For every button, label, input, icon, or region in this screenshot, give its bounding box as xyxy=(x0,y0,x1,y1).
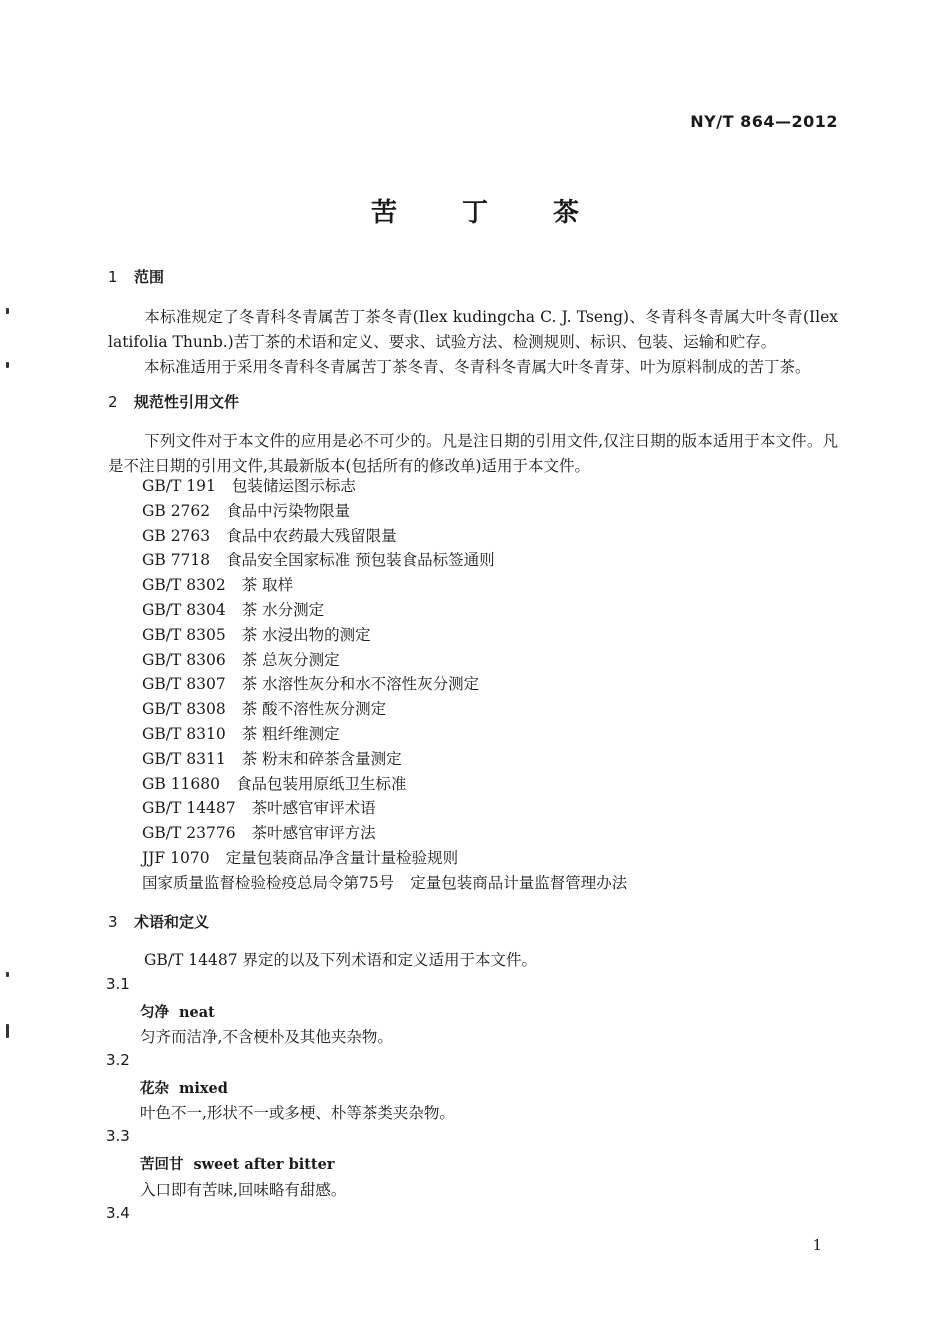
ref-code: GB/T 8302 xyxy=(142,576,226,595)
normative-intro xyxy=(108,429,838,479)
normative-intro-text: 下列文件对于本文件的应用是必不可少的。凡是注日期的引用文件,仅注日期的版本适用于本文件。凡是不注日期的引用文件,其最新版本(包括所有的修改单)适用于本文件。 xyxy=(108,432,838,475)
scan-mark xyxy=(6,308,9,314)
ref-code: GB/T 23776 xyxy=(142,824,236,843)
reference-item xyxy=(142,796,627,821)
ref-title: 定量包装商品净含量计量检验规则 xyxy=(225,848,459,867)
reference-item xyxy=(142,548,627,573)
section-3-heading xyxy=(108,911,209,932)
ref-title: 茶叶感官审评术语 xyxy=(251,799,376,818)
scope-paragraph-1 xyxy=(108,305,838,355)
scope-text-1: 本标准规定了冬青科冬青属苦丁茶冬青(Ilex kudingcha C. J. Tseng)、冬青科冬青属大叶冬青(Ilex latifolia Thunb.)苦丁茶的术语和定义、要求、试验方法、检测规则、标识、包装、运输和贮存。 xyxy=(108,308,838,351)
ref-code: 国家质量监督检验检疫总局令第75号 xyxy=(142,873,395,892)
scope-text-2: 本标准适用于采用冬青科冬青属苦丁茶冬青、冬青科冬青属大叶冬青芽、叶为原料制成的苦丁茶。 xyxy=(144,358,811,376)
ref-title: 食品包装用原纸卫生标准 xyxy=(236,774,407,793)
ref-code: GB/T 14487 xyxy=(142,799,236,818)
reference-item xyxy=(142,573,627,598)
ref-title: 茶 取样 xyxy=(241,576,294,595)
term-name xyxy=(140,1001,215,1022)
standard-code: NY/T 864—2012 xyxy=(690,112,838,131)
ref-title: 茶 酸不溶性灰分测定 xyxy=(241,700,387,719)
ref-code: GB/T 8307 xyxy=(142,675,226,694)
section-title: 术语和定义 xyxy=(134,913,210,931)
section-1-heading xyxy=(108,266,164,287)
term-definition: 匀齐而洁净,不含梗朴及其他夹杂物。 xyxy=(140,1028,393,1046)
reference-item xyxy=(142,772,627,797)
ref-title: 茶 粉末和碎茶含量测定 xyxy=(241,749,402,768)
ref-code: GB/T 8304 xyxy=(142,600,226,619)
ref-code: GB/T 8306 xyxy=(142,650,226,669)
ref-code: GB/T 8308 xyxy=(142,700,226,719)
ref-code: GB/T 8310 xyxy=(142,724,226,743)
scan-mark xyxy=(6,972,9,977)
ref-title: 茶 粗纤维测定 xyxy=(241,724,340,743)
ref-code: GB 11680 xyxy=(142,774,221,793)
section-number: 1 xyxy=(108,268,118,286)
ref-title: 茶 水分测定 xyxy=(241,600,325,619)
term-zh: 匀净 xyxy=(140,1005,169,1021)
document-title: 苦 丁 茶 xyxy=(370,198,608,228)
section-number: 2 xyxy=(108,393,118,411)
page-number: 1 xyxy=(812,1236,822,1254)
term-en: neat xyxy=(179,1004,215,1021)
term-zh: 花杂 xyxy=(140,1081,169,1097)
reference-item xyxy=(142,672,627,697)
ref-title: 茶 总灰分测定 xyxy=(241,650,340,669)
reference-item xyxy=(142,648,627,673)
term-name xyxy=(140,1077,228,1098)
term-number: 3.2 xyxy=(106,1051,130,1069)
term-en: mixed xyxy=(179,1080,228,1097)
ref-title: 茶 水溶性灰分和水不溶性灰分测定 xyxy=(241,675,480,694)
term-number: 3.1 xyxy=(106,975,130,993)
term-number: 3.3 xyxy=(106,1127,130,1145)
ref-title: 食品中农药最大残留限量 xyxy=(226,526,397,545)
section-title: 规范性引用文件 xyxy=(134,393,240,411)
term-definition: 叶色不一,形状不一或多梗、朴等茶类夹杂物。 xyxy=(140,1104,455,1122)
section-title: 范围 xyxy=(134,268,165,286)
term-definition: 入口即有苦味,回味略有甜感。 xyxy=(140,1181,347,1199)
ref-title: 茶叶感官审评方法 xyxy=(251,824,376,843)
reference-item xyxy=(142,623,627,648)
ref-code: GB/T 8305 xyxy=(142,625,226,644)
scope-paragraph-2 xyxy=(108,355,838,380)
ref-title: 包装储运图示标志 xyxy=(231,477,356,495)
reference-item xyxy=(142,747,627,772)
ref-code: GB/T 191 xyxy=(142,477,216,495)
reference-item xyxy=(142,722,627,747)
scan-mark xyxy=(6,362,9,368)
reference-item xyxy=(142,846,627,871)
ref-code: JJF 1070 xyxy=(142,848,210,867)
ref-title: 茶 水浸出物的测定 xyxy=(241,625,371,644)
reference-item xyxy=(142,821,627,846)
scan-mark xyxy=(6,1024,9,1038)
reference-item xyxy=(142,697,627,722)
reference-item xyxy=(142,524,627,549)
ref-code: GB 2762 xyxy=(142,501,211,520)
term-en: sweet after bitter xyxy=(193,1156,335,1173)
ref-code: GB 2763 xyxy=(142,526,211,545)
ref-code: GB 7718 xyxy=(142,551,211,570)
reference-item xyxy=(142,474,627,499)
ref-code: GB/T 8311 xyxy=(142,749,226,768)
terms-intro xyxy=(108,948,838,973)
ref-title: 定量包装商品计量监督管理办法 xyxy=(410,873,628,892)
term-number: 3.4 xyxy=(106,1204,130,1222)
reference-item xyxy=(142,598,627,623)
terms-intro-text: GB/T 14487 界定的以及下列术语和定义适用于本文件。 xyxy=(144,951,537,969)
reference-item xyxy=(142,871,627,896)
term-zh: 苦回甘 xyxy=(140,1157,184,1173)
section-number: 3 xyxy=(108,913,118,931)
ref-title: 食品安全国家标准 预包装食品标签通则 xyxy=(226,551,495,570)
reference-item xyxy=(142,499,627,524)
term-name xyxy=(140,1153,335,1174)
ref-title: 食品中污染物限量 xyxy=(226,501,351,520)
section-2-heading xyxy=(108,391,239,412)
reference-list xyxy=(142,474,627,896)
